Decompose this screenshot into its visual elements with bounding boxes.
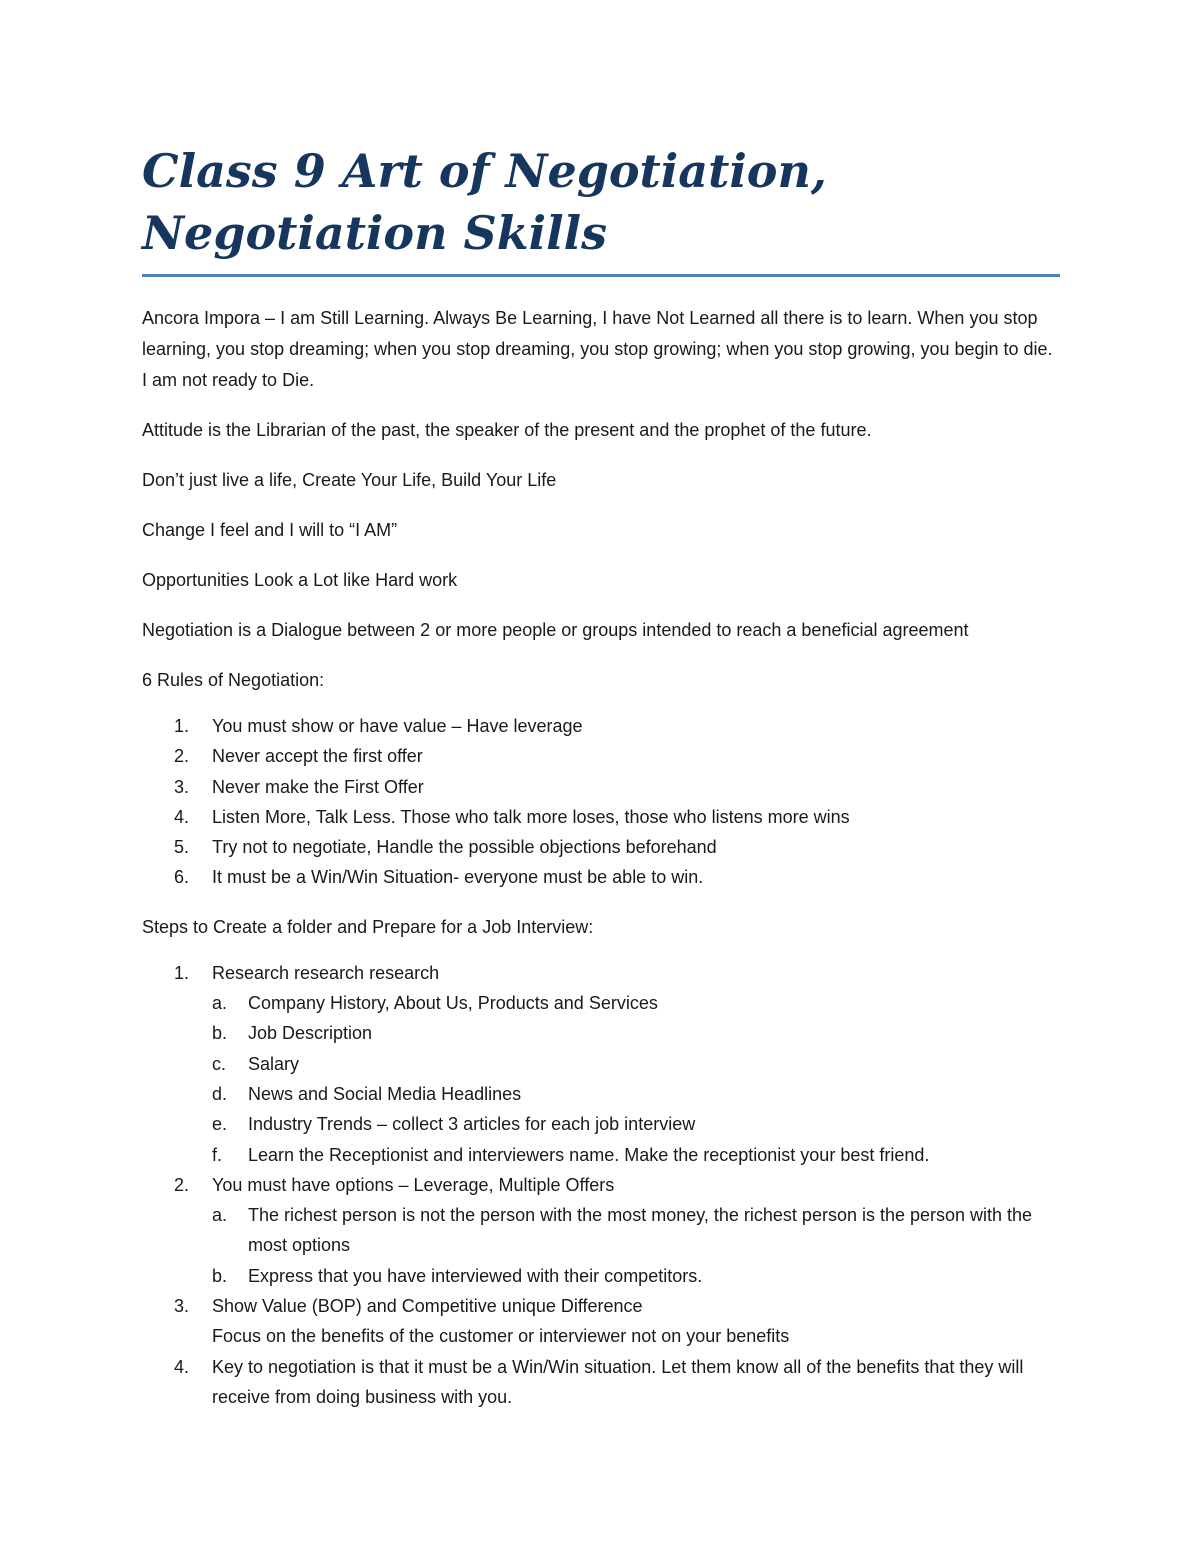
sub-list-letter: d. [212, 1083, 228, 1104]
list-item [174, 711, 1060, 741]
sub-list-item-text: Learn the Receptionist and interviewers name. Make the receptionist your best friend. [248, 1144, 930, 1165]
sub-list-item [212, 1261, 1060, 1291]
list-item [174, 1170, 1060, 1291]
paragraph-attitude: Attitude is the Librarian of the past, the speaker of the present and the prophet of the future. [142, 420, 872, 440]
sub-list-item-text: Express that you have interviewed with their competitors. [248, 1265, 703, 1286]
list-item-text: You must show or have value – Have leverage [212, 716, 583, 736]
sub-list-letter: a. [212, 993, 228, 1014]
sub-list-letter: a. [212, 1205, 228, 1226]
list-number: 1. [174, 716, 190, 736]
list-number: 2. [174, 746, 190, 767]
paragraph-opportunities: Opportunities Look a Lot like Hard work [142, 570, 458, 590]
list-number: 4. [174, 806, 190, 827]
list-item [174, 741, 1060, 771]
list-item-text: Research research research [212, 962, 440, 983]
list-item [174, 772, 1060, 802]
list-number: 5. [174, 837, 190, 858]
sub-list-letter: b. [212, 1265, 228, 1286]
list-item-text: You must have options – Leverage, Multiple Offers [212, 1174, 615, 1195]
sub-list-item-text: Company History, About Us, Products and Services [248, 993, 658, 1014]
list-item-text: It must be a Win/Win Situation- everyone must be able to win. [212, 867, 704, 888]
paragraph-change: Change I feel and I will to “I AM” [142, 520, 398, 540]
sub-list [212, 988, 1060, 1170]
sub-list-letter: f. [212, 1144, 223, 1165]
sub-list-letter: b. [212, 1023, 228, 1044]
sub-list-letter: c. [212, 1053, 227, 1074]
list-item-text: Show Value (BOP) and Competitive unique Difference [212, 1296, 643, 1317]
list-item [174, 802, 1060, 832]
page-title: Class 9 Art of Negotiation, Negotiation Skills [142, 144, 827, 260]
list-item-text: Try not to negotiate, Handle the possible objections beforehand [212, 837, 717, 858]
list-number: 3. [174, 776, 190, 797]
sub-list-item [212, 1018, 1060, 1048]
list-number: 2. [174, 1174, 190, 1195]
list-item-note: Focus on the benefits of the customer or interviewer not on your benefits [212, 1326, 790, 1347]
list-item-text: Listen More, Talk Less. Those who talk more loses, those who listens more wins [212, 806, 850, 827]
sub-list-item-text: Job Description [248, 1023, 373, 1044]
list-item [174, 862, 1060, 892]
steps-heading: Steps to Create a folder and Prepare for a Job Interview: [142, 916, 594, 937]
paragraph-ancora-impora: Ancora Impora – I am Still Learning. Always Be Learning, I have Not Learned all there is to learn. When you stop learning, you stop dreaming; when you stop dreaming, you stop growing; when you stop growing, you begin to die. I am not ready to Die. [142, 308, 1053, 390]
title-divider [142, 274, 1060, 277]
list-number: 4. [174, 1356, 190, 1377]
list-number: 6. [174, 867, 190, 888]
sub-list-item-text: The richest person is not the person with the most money, the richest person is the person with the most options [248, 1205, 1033, 1256]
sub-list-item [212, 1049, 1060, 1079]
sub-list-item [212, 1200, 1060, 1261]
paragraph-create-life: Don’t just live a life, Create Your Life, Build Your Life [142, 470, 557, 490]
paragraph-negotiation-definition: Negotiation is a Dialogue between 2 or more people or groups intended to reach a beneficial agreement [142, 620, 969, 640]
sub-list-item-text: Salary [248, 1053, 300, 1074]
sub-list-item-text: News and Social Media Headlines [248, 1083, 522, 1104]
list-item-text: Never accept the first offer [212, 746, 423, 767]
rules-list [142, 711, 1060, 893]
document-page [142, 140, 1060, 1431]
list-item [174, 958, 1060, 1170]
list-item [174, 1352, 1060, 1413]
sub-list-item [212, 1140, 1060, 1170]
list-item-text: Key to negotiation is that it must be a Win/Win situation. Let them know all of the benefits that they will receive from doing business with you. [212, 1356, 1024, 1407]
steps-list [142, 958, 1060, 1412]
list-item [174, 1291, 1060, 1352]
list-number: 3. [174, 1296, 190, 1317]
sub-list-item [212, 988, 1060, 1018]
list-number: 1. [174, 962, 190, 983]
list-item [174, 832, 1060, 862]
sub-list-item-text: Industry Trends – collect 3 articles for each job interview [248, 1114, 696, 1135]
sub-list [212, 1200, 1060, 1291]
list-item-text: Never make the First Offer [212, 776, 424, 797]
rules-heading: 6 Rules of Negotiation: [142, 670, 325, 690]
sub-list-item [212, 1079, 1060, 1109]
sub-list-item [212, 1109, 1060, 1139]
sub-list-letter: e. [212, 1114, 228, 1135]
